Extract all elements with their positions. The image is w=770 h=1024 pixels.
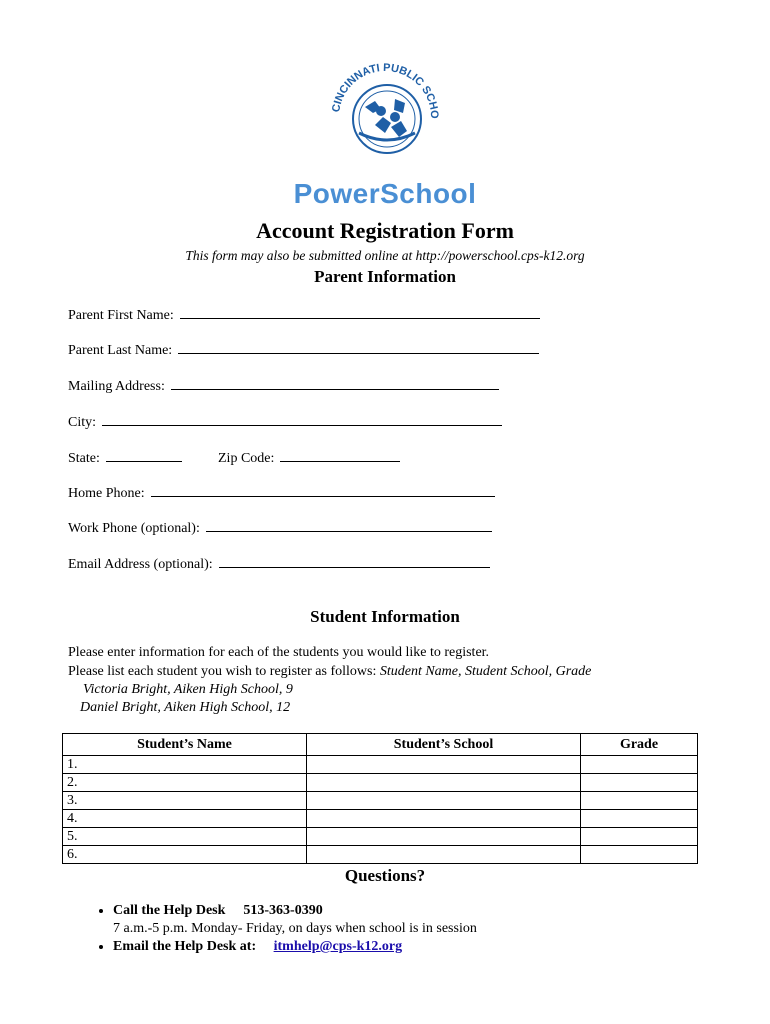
form-subtitle: This form may also be submitted online at http://powerschool.cps-k12.org [185, 248, 585, 263]
mailing-address-field[interactable] [68, 375, 499, 395]
help-desk-email-link[interactable]: itmhelp@cps-k12.org [273, 939, 403, 954]
parent-last-name-field[interactable] [68, 339, 539, 359]
column-header-name: Student’s Name [63, 734, 307, 756]
student-instruction-1: Please enter information for each of the students you would like to register. [68, 645, 490, 660]
school-cell[interactable] [307, 774, 581, 792]
questions-heading: Questions? [344, 866, 426, 885]
grade-cell[interactable] [581, 774, 698, 792]
email-address-field[interactable] [68, 553, 490, 573]
home-phone-field[interactable] [68, 482, 495, 502]
row-number: 6. [63, 846, 307, 864]
row-number: 3. [63, 792, 307, 810]
grade-cell[interactable] [581, 828, 698, 846]
help-desk-hours: 7 a.m.-5 p.m. Monday- Friday, on days when school is in session [113, 921, 477, 936]
parent-first-name-field[interactable] [68, 304, 540, 324]
parent-info-heading: Parent Information [314, 267, 456, 286]
table-row [63, 828, 698, 846]
row-number: 4. [63, 810, 307, 828]
svg-text:CINCINNATI PUBLIC SCHOOLS: CINCINNATI PUBLIC SCHO [330, 61, 441, 119]
email-address-label: Email Address (optional): [68, 557, 213, 572]
grade-cell[interactable] [581, 756, 698, 774]
cincinnati-public-schools-logo [325, 55, 445, 165]
email-help-desk-label: Email the Help Desk at: [113, 939, 257, 954]
table-row [63, 810, 698, 828]
column-header-school: Student’s School [307, 734, 581, 756]
school-cell[interactable] [307, 792, 581, 810]
example-student-1: Victoria Bright, Aiken High School, 9 [83, 682, 293, 697]
school-cell[interactable] [307, 828, 581, 846]
row-number: 5. [63, 828, 307, 846]
table-row [63, 774, 698, 792]
school-cell[interactable] [307, 756, 581, 774]
grade-cell[interactable] [581, 846, 698, 864]
call-help-desk-label: Call the Help Desk [113, 903, 226, 918]
row-number: 1. [63, 756, 307, 774]
students-table [62, 733, 698, 864]
table-row [63, 756, 698, 774]
form-title: Account Registration Form [256, 218, 514, 243]
state-field[interactable] [68, 447, 182, 467]
student-instruction-2 [68, 664, 591, 680]
help-desk-phone: 513-363-0390 [243, 903, 323, 918]
mailing-address-label: Mailing Address: [68, 379, 165, 394]
powerschool-logo: PowerSchool [293, 178, 477, 209]
column-header-grade: Grade [581, 734, 698, 756]
row-number: 2. [63, 774, 307, 792]
student-info-heading: Student Information [310, 607, 460, 626]
school-cell[interactable] [307, 810, 581, 828]
list-item [113, 938, 477, 956]
instruction-2-format: Student Name, Student School, Grade [379, 664, 592, 679]
instruction-2-text: Please list each student you wish to register as follows: [68, 664, 380, 679]
work-phone-field[interactable] [68, 517, 492, 537]
table-row [63, 846, 698, 864]
home-phone-label: Home Phone: [68, 486, 145, 501]
help-list [88, 902, 477, 956]
grade-cell[interactable] [581, 810, 698, 828]
grade-cell[interactable] [581, 792, 698, 810]
city-field[interactable] [68, 411, 502, 431]
state-label: State: [68, 451, 100, 466]
zip-code-field[interactable] [218, 447, 400, 467]
parent-last-name-label: Parent Last Name: [68, 343, 173, 358]
parent-first-name-label: Parent First Name: [68, 308, 174, 323]
table-row [63, 792, 698, 810]
zip-code-label: Zip Code: [218, 451, 275, 466]
list-item [113, 902, 477, 938]
city-label: City: [68, 415, 97, 430]
work-phone-label: Work Phone (optional): [68, 521, 200, 536]
example-student-2: Daniel Bright, Aiken High School, 12 [80, 700, 291, 715]
school-cell[interactable] [307, 846, 581, 864]
